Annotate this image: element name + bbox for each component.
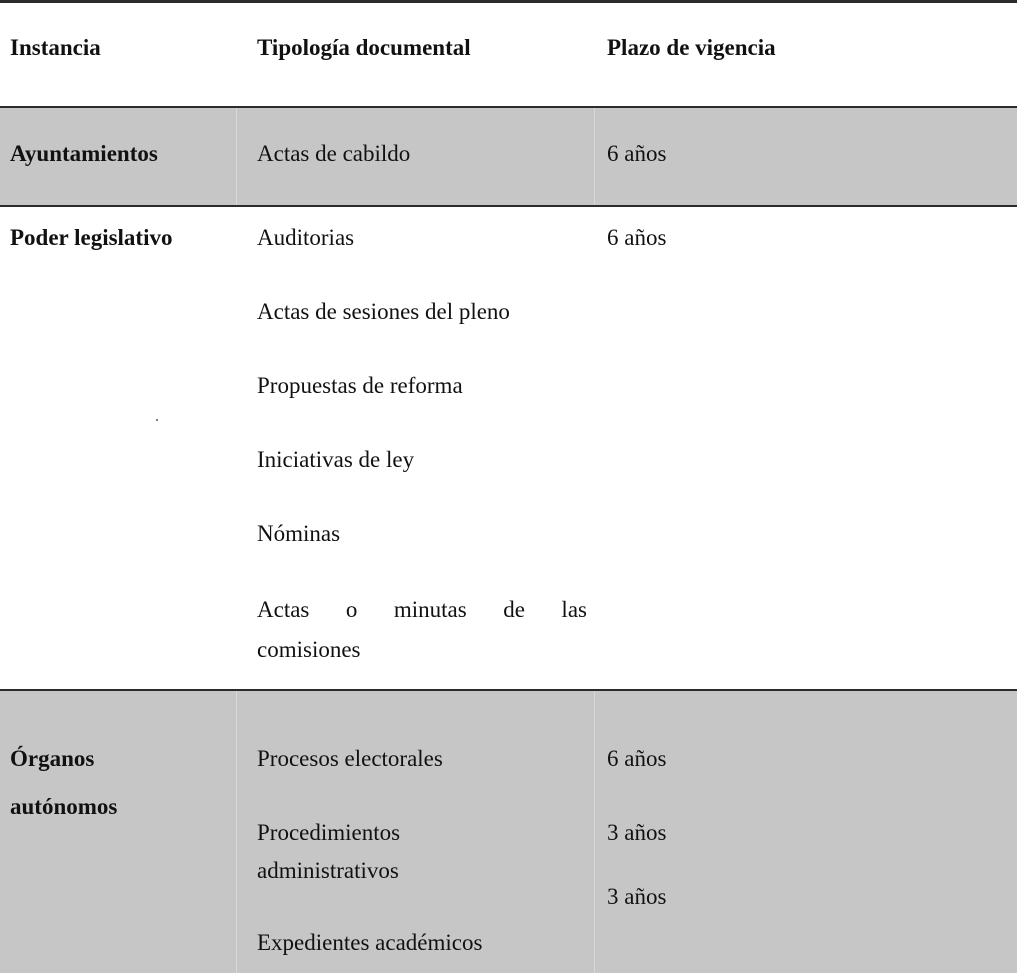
header-tipologia: Tipología documental: [257, 35, 471, 60]
row-rule: [0, 205, 1017, 207]
row-legislativo-tipologia-1: Auditorias: [257, 225, 355, 250]
row-organos-instancia-line1: Órganos: [10, 746, 95, 771]
row-ayuntamientos-plazo: 6 años: [607, 141, 667, 166]
header-instancia: Instancia: [10, 35, 101, 60]
row-organos-instancia-line2: autónomos: [10, 794, 118, 819]
row-organos-tipologia-4: Expedientes académicos: [257, 930, 483, 955]
row-legislativo-instancia: Poder legislativo: [10, 225, 173, 250]
row-legislativo-tipologia-3: Propuestas de reforma: [257, 373, 463, 398]
column-divider: [236, 108, 237, 206]
row-organos-tipologia-1: Procesos electorales: [257, 746, 443, 771]
row-organos-tipologia-2: Procedimientos: [257, 820, 401, 845]
column-divider: [594, 108, 595, 206]
row-organos-tipologia-3: administrativos: [257, 858, 399, 883]
tipologia-line: Actas o minutas de las: [257, 597, 587, 622]
row-ayuntamientos-instancia: Ayuntamientos: [10, 141, 158, 166]
row-organos-plazo-3: 3 años: [607, 884, 667, 909]
row-legislativo-plazo: 6 años: [607, 225, 667, 250]
column-divider: [236, 691, 237, 973]
table-top-rule: [0, 0, 1017, 3]
header-plazo: Plazo de vigencia: [607, 35, 776, 60]
column-divider: [594, 691, 595, 973]
row-organos-plazo-2: 3 años: [607, 820, 667, 845]
row-legislativo-tipologia-5: Nóminas: [257, 521, 341, 546]
row-ayuntamientos-tipologia: Actas de cabildo: [257, 141, 411, 166]
row-organos-plazo-1: 6 años: [607, 746, 667, 771]
table-row-organos-autonomos: [0, 691, 1017, 973]
row-legislativo-tipologia-2: Actas de sesiones del pleno: [257, 299, 510, 324]
stray-dot: [156, 419, 158, 421]
row-legislativo-tipologia-4: Iniciativas de ley: [257, 447, 415, 472]
row-legislativo-tipologia-6: [257, 590, 587, 670]
tipologia-line: comisiones: [257, 637, 361, 662]
